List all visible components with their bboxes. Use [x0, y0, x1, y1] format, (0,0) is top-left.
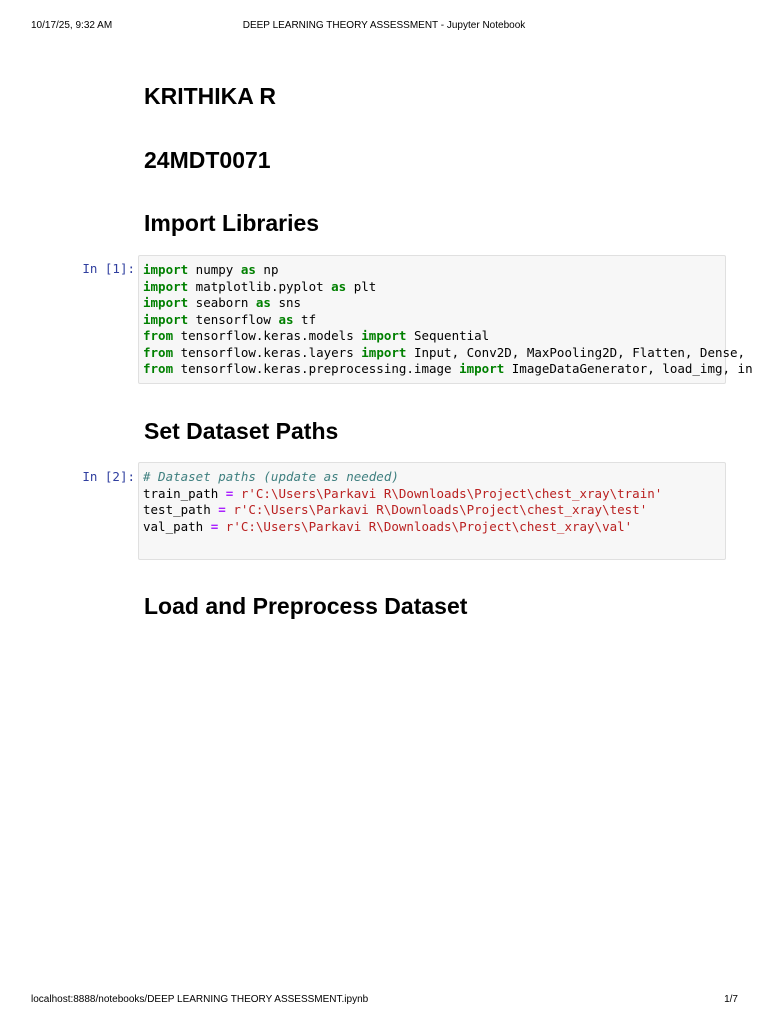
code-token: =	[210, 518, 219, 534]
code-token: val_path	[143, 518, 211, 534]
code-line	[143, 519, 725, 536]
code-cell-1-source[interactable]	[139, 256, 753, 378]
code-line	[143, 486, 725, 503]
code-token: import	[361, 344, 407, 360]
code-token: Input, Conv2D, MaxPooling2D, Flatten, Dense,	[406, 344, 746, 360]
code-token: Sequential	[406, 328, 490, 343]
code-line	[143, 295, 725, 312]
code-token: =	[218, 502, 226, 517]
cell-2-prompt: In [2]:	[82, 469, 135, 484]
import-libraries-heading: Import Libraries	[144, 210, 320, 236]
code-token: sns	[270, 295, 302, 310]
code-token: import	[361, 328, 407, 343]
code-line	[143, 344, 746, 362]
print-datetime: 10/17/25, 9:32 AM	[31, 20, 113, 31]
code-token: as	[255, 295, 271, 310]
cell-1-prompt: In [1]:	[82, 261, 135, 276]
print-page-number: 1/7	[724, 994, 738, 1005]
code-token: tensorflow.keras.preprocessing.image	[173, 361, 460, 376]
code-token: matplotlib.pyplot	[188, 278, 332, 294]
set-dataset-paths-heading: Set Dataset Paths	[144, 418, 339, 444]
code-token: seaborn	[188, 295, 256, 310]
student-name-heading: KRITHIKA R	[144, 83, 277, 109]
code-cell-2[interactable]	[138, 462, 726, 560]
code-token: import	[143, 311, 189, 327]
code-token: r'C:\Users\Parkavi R\Downloads\Project\chest_xray\train'	[233, 485, 663, 501]
print-footer	[0, 993, 768, 1007]
code-line	[143, 262, 725, 279]
code-token: =	[225, 485, 234, 501]
student-id-heading: 24MDT0071	[144, 147, 271, 173]
code-line	[143, 279, 725, 296]
code-token: tensorflow	[188, 311, 279, 327]
code-token: as	[331, 278, 347, 294]
code-token: plt	[346, 278, 377, 294]
code-token: import	[143, 262, 189, 277]
code-token: from	[143, 328, 174, 343]
code-token: ImageDataGenerator, load_img, in	[504, 361, 753, 376]
code-token: import	[143, 278, 189, 294]
code-token: numpy	[188, 262, 241, 277]
code-line	[143, 469, 725, 486]
code-token: as	[278, 311, 294, 327]
code-line	[143, 328, 725, 345]
code-token: tf	[293, 311, 317, 327]
code-line	[143, 312, 725, 329]
code-token: train_path	[143, 485, 226, 501]
code-token: tensorflow.keras.layers	[173, 344, 362, 360]
code-token: from	[143, 361, 174, 376]
code-token: np	[255, 262, 279, 277]
print-title: DEEP LEARNING THEORY ASSESSMENT - Jupyter Notebook	[242, 20, 526, 31]
code-token: r'C:\Users\Parkavi R\Downloads\Project\chest_xray\val'	[218, 518, 633, 534]
code-token: r'C:\Users\Parkavi R\Downloads\Project\chest_xray\test'	[225, 502, 648, 517]
code-line	[143, 361, 753, 378]
code-cell-1[interactable]	[138, 255, 753, 384]
code-token: import	[143, 295, 189, 310]
code-token: import	[459, 361, 505, 376]
code-token: as	[240, 262, 256, 277]
code-line	[143, 502, 725, 519]
code-token: # Dataset paths (update as needed)	[143, 469, 399, 484]
code-token: test_path	[143, 502, 219, 517]
code-token: tensorflow.keras.models	[173, 328, 362, 343]
code-token: from	[143, 344, 174, 360]
load-preprocess-heading: Load and Preprocess Dataset	[144, 593, 468, 619]
print-url: localhost:8888/notebooks/DEEP LEARNING THEORY ASSESSMENT.ipynb	[31, 994, 369, 1005]
code-cell-2-source[interactable]	[139, 463, 725, 535]
print-header	[0, 19, 768, 33]
